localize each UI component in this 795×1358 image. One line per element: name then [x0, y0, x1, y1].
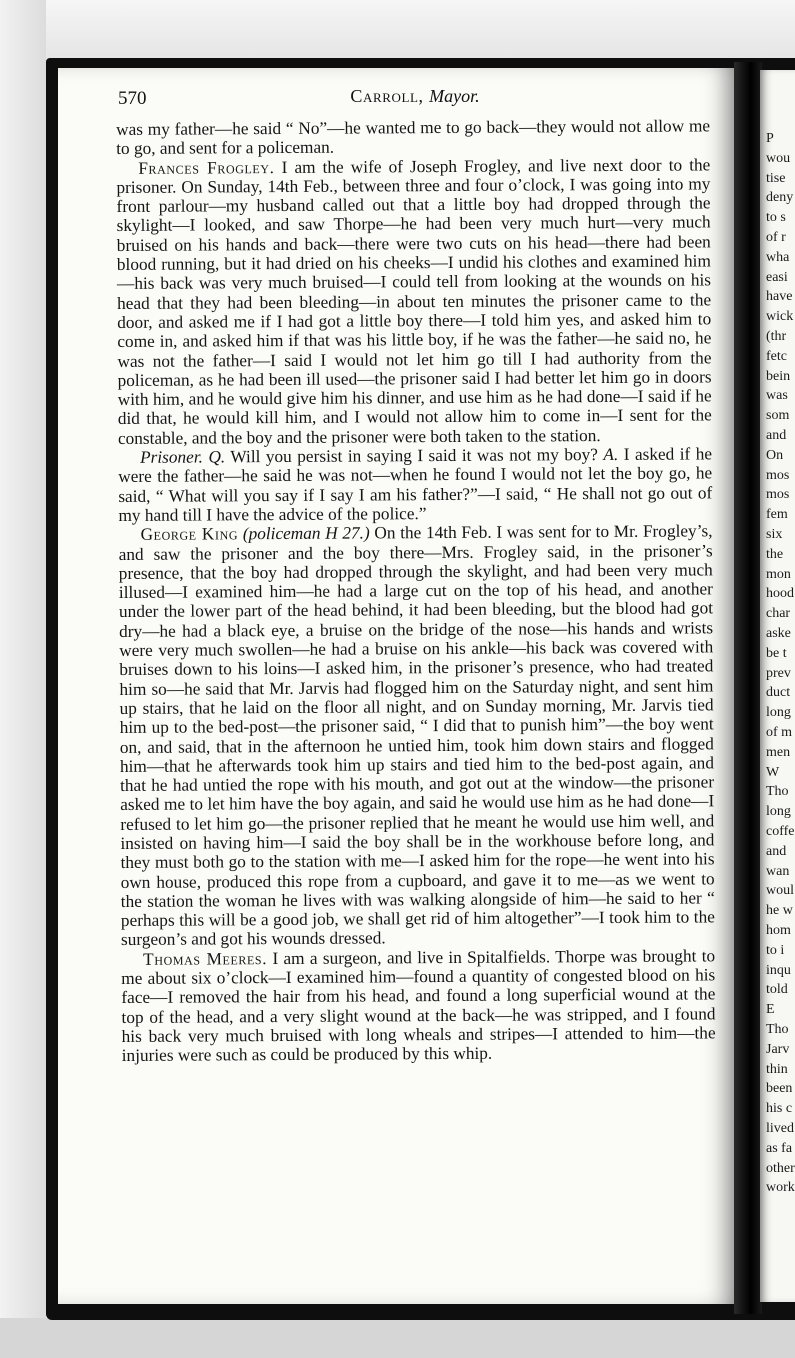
facing-page-fragment: thin — [766, 1061, 788, 1077]
facing-page-edge — [760, 70, 795, 1302]
facing-page-fragment: and — [766, 843, 787, 859]
paragraph-text: On the 14th Feb. I was sent for to Mr. Frogley’s, and saw the prisoner and the boy there—Mrs. Frogley said, in the prisoner’s presence, that the boy had dropped through the skylight, and had been very much illused—I examined him—he had a large cut on the top of his head, and another under the lower part of the head behind, it had been bleeding, but the blood had got dry—he had a black eye, a bruise on the bridge of the nose—his hands and wrists were very much swollen—he had a bruise on his ankle—his back was covered with bruises down to his loins—I asked him, in the prisoner’s presence, who had treated him so—he said that Mr. Jarvis had flogged him on the Saturday night, and sent him up stairs, that he laid on the floor all night, and on Sunday morning, Mr. Jarvis tied him up to the bed-post—the prisoner said, “ I did that to punish him”—the boy went on, and said, that in the afternoon he untied him, took him down stairs and flogged him—that he afterwards took him up stairs and tied him to the bed-post again, and that he had untied the rope with his mouth, and got out at the window—the prisoner asked me to let him have the boy again, and said he would use him as he had done—I refused to let him go—the prisoner replied that he meant he would use him well, and insisted on having him—I said the boy shall be in the workhouse before long, and they must both go to the station with me—I asked him for the rope—he went into his own house, produced this rope from a cupboard, and gave it to me—as we went to the station the woman he lives with was walking alongside of him—he said to her “ perhaps this will be a good job, we shall get rid of him altogether”—I took him to the surgeon’s and got his wounds dressed. — [118, 521, 715, 950]
facing-page-fragment: been — [766, 1081, 793, 1097]
facing-page-fragment: On — [766, 447, 784, 463]
answer-text: I asked if he were the father—he said he was not—when he found I would not let the boy go, he said, “ What will you say if I say I am his father?”—I said, “ He shall not go out of my hand till I have the advice of the police.” — [118, 444, 713, 525]
facing-page-fragment: fetc — [766, 348, 787, 364]
facing-page-fragment: deny — [766, 190, 794, 206]
facing-page-fragment: P — [766, 131, 774, 146]
scan-background-left — [0, 0, 46, 1358]
testimony-text — [116, 116, 716, 1065]
facing-page-fragment: inqu — [766, 962, 791, 978]
facing-page-fragment: W — [766, 764, 780, 780]
testimony-paragraph — [118, 444, 712, 525]
facing-page-fragment: have — [766, 289, 793, 305]
facing-page-fragment: easi — [766, 269, 788, 285]
answer-label: A. — [603, 444, 619, 465]
facing-page-fragment: prev — [766, 665, 791, 681]
book-gutter — [734, 62, 762, 1314]
facing-page-fragment: wou — [766, 150, 791, 166]
paragraph-text: I am a surgeon, and live in Spitalfields. Thorpe was brought to me about six o’clock—I examined him—found a quantity of congested blood on his face—I removed the hair from his head, and found a long superficial wound at the top of the head, and a very slight wound at the back—he was stripped, and I found his back very much bruised with long wheals and stripes—I attended to him—the injuries were such as could be produced by this whip. — [121, 946, 716, 1066]
facing-page-fragment: E — [766, 1002, 775, 1018]
facing-page-fragment: som — [766, 408, 790, 424]
facing-page-fragment: woul — [766, 883, 794, 899]
facing-page-fragment: mon — [766, 566, 791, 582]
testimony-paragraph — [116, 116, 710, 158]
facing-page-fragment: mos — [766, 487, 790, 503]
testimony-paragraph — [118, 522, 715, 950]
running-head — [118, 82, 712, 110]
facing-page-fragment: long — [766, 705, 791, 721]
facing-page-fragment: of m — [766, 725, 793, 740]
facing-page-fragment: Tho — [766, 1022, 789, 1037]
facing-page-fragment: men — [766, 744, 791, 760]
facing-page-fragment: was — [766, 388, 788, 404]
facing-page-fragment: hood — [766, 586, 794, 602]
facing-page-fragment: wick — [766, 309, 794, 325]
facing-page-fragment: told — [766, 982, 788, 998]
facing-page-fragment: wan — [766, 863, 790, 879]
facing-page-fragment: six — [766, 527, 783, 542]
facing-page-fragment: char — [766, 606, 791, 622]
facing-page-fragment: as fa — [766, 1140, 793, 1156]
running-title-name: Carroll, — [350, 86, 424, 106]
facing-page-fragment: hom — [766, 923, 791, 938]
paragraph-text: was my father—he said “ No”—he wanted me to go back—they would not allow me to go, and sent for a policeman. — [116, 116, 711, 159]
scan-background-top — [0, 0, 795, 62]
facing-page-fragment: and — [766, 428, 787, 443]
facing-page-fragment: wha — [766, 249, 790, 265]
witness-name: Frances Frogley. — [138, 157, 275, 178]
running-title — [118, 86, 712, 107]
witness-name: George King — [140, 524, 239, 545]
facing-page-fragment: work — [766, 1180, 795, 1196]
witness-name: Thomas Meeres. — [143, 948, 268, 969]
facing-page-fragment: aske — [766, 626, 791, 641]
facing-page-fragment: tise — [766, 170, 786, 186]
facing-page-fragment: bein — [766, 368, 791, 384]
page-number: 570 — [118, 88, 147, 109]
facing-page-fragment: of r — [766, 230, 786, 245]
witness-note: (policeman H 27.) — [242, 523, 370, 544]
testimony-paragraph — [116, 155, 712, 448]
facing-page-fragment: fem — [766, 507, 788, 523]
running-title-role: Mayor. — [429, 86, 480, 106]
facing-page-fragment: other — [766, 1160, 795, 1176]
facing-page-fragment: he w — [766, 903, 793, 919]
facing-page-fragment: mos — [766, 467, 790, 483]
facing-page-fragment: lived — [766, 1121, 794, 1136]
scan-background-bottom — [0, 1318, 795, 1358]
facing-page-fragment: to i — [766, 942, 785, 958]
facing-page-fragment: be t — [766, 645, 787, 661]
question-text: Will you persist in saying I said it was not my boy? — [230, 445, 598, 467]
facing-page-fragment: to s — [766, 210, 786, 226]
witness-name: Prisoner. — [140, 447, 204, 467]
facing-page-fragment: long — [766, 804, 791, 820]
facing-page-fragment: coffe — [766, 824, 795, 839]
facing-page-fragment: the — [766, 546, 784, 562]
paragraph-text: I am the wife of Joseph Frogley, and live next door to the prisoner. On Sunday, 14th Feb., between three and four o’clock, I was going into my front parlour—my husband called out that a little boy had dropped through the skylight—I looked, and saw Thorpe—he had been very much hurt—very much bruised on his hands and back—there were two cuts on his head—there had been blood running, but it had dried on his cheeks—I undid his clothes and examined him—his back was very much bruised—I could tell from looking at the wounds on his head that they had been bleeding—in about ten minutes the prisoner came to the door, and asked me if I had got a little boy there—I told him yes, and asked him to come in, and asked him if that was his little boy, if he was the father—he said no, he was not the father—I said I would not let him go till I had authority from the policeman, as he had been ill used—the prisoner said I had better let him go in doors with him, and he would give him his dinner, and use him as he had done—I said if he did that, he would kill him, and I would not allow him to come in—I sent for the constable, and the boy and the prisoner were both taken to the station. — [116, 154, 712, 448]
question-label: Q. — [208, 447, 226, 467]
facing-page-fragment: Jarv — [766, 1041, 790, 1057]
facing-page-fragment: Tho — [766, 784, 789, 800]
facing-page-fragment: (thr — [766, 329, 787, 344]
testimony-paragraph — [121, 946, 716, 1065]
facing-page-fragment: his c — [766, 1101, 793, 1117]
facing-page-fragment: duct — [766, 685, 791, 701]
